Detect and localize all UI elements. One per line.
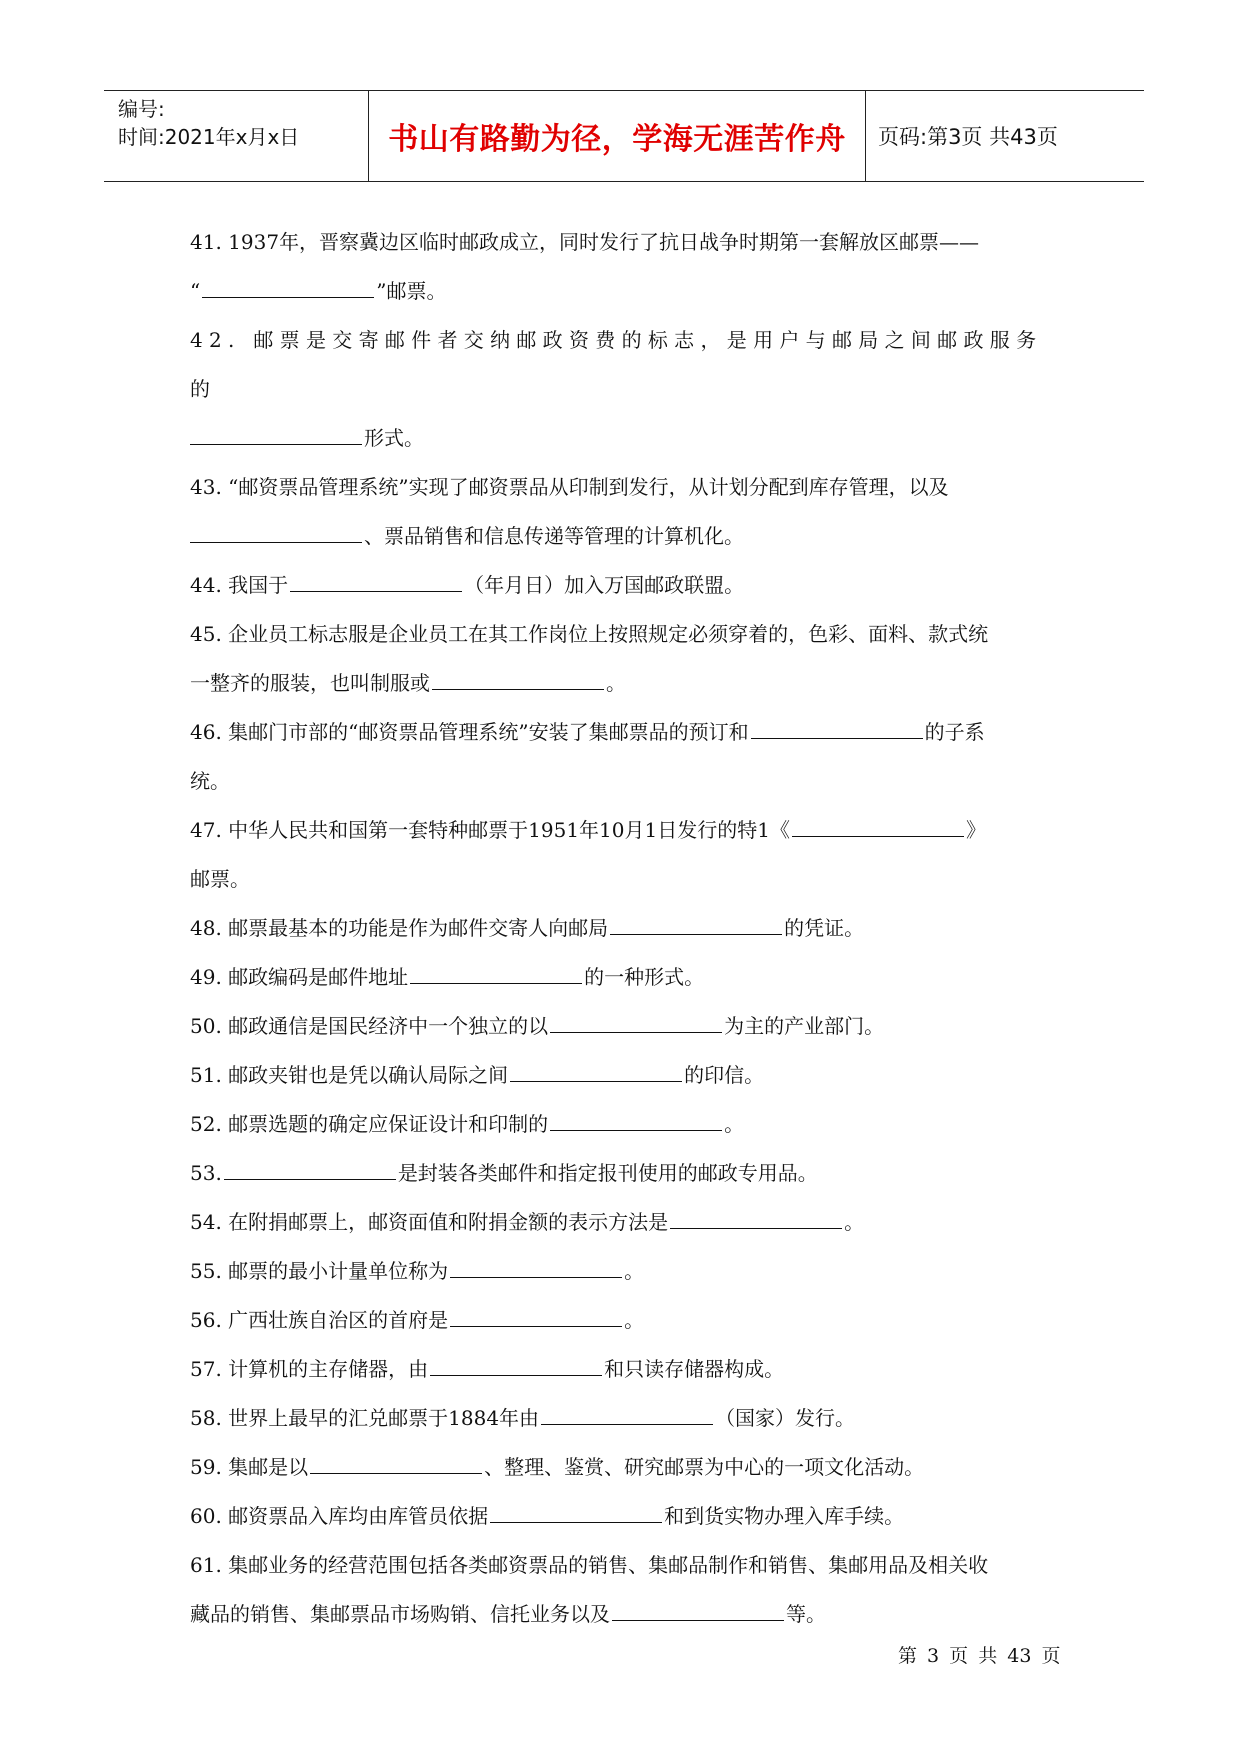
question-list bbox=[190, 218, 1062, 1639]
answer-blank bbox=[550, 1031, 722, 1033]
question-58: 58. 世界上最早的汇兑邮票于1884年由 （国家）发行。 bbox=[190, 1406, 856, 1430]
question-61: 61. 集邮业务的经营范围包括各类邮资票品的销售、集邮品制作和销售、集邮用品及相关收 bbox=[190, 1553, 989, 1577]
answer-blank bbox=[224, 1178, 396, 1180]
header-page-info: 页码:第3页 共43页 bbox=[878, 125, 1058, 149]
question-50: 50. 邮政通信是国民经济中一个独立的以 为主的产业部门。 bbox=[190, 1014, 885, 1038]
question-54: 54. 在附捐邮票上，邮资面值和附捐金额的表示方法是 。 bbox=[190, 1210, 865, 1234]
question-46-cont: 统。 bbox=[190, 769, 230, 793]
question-45: 45. 企业员工标志服是企业员工在其工作岗位上按照规定必须穿着的，色彩、面料、款式统 bbox=[190, 622, 989, 646]
question-60: 60. 邮资票品入库均由库管员依据 和到货实物办理入库手续。 bbox=[190, 1504, 905, 1528]
question-61-cont: 藏品的销售、集邮票品市场购销、信托业务以及 等。 bbox=[190, 1602, 826, 1626]
header-left-cell bbox=[104, 91, 369, 181]
question-49: 49. 邮政编码是邮件地址 的一种形式。 bbox=[190, 965, 705, 989]
answer-blank bbox=[290, 590, 462, 592]
serial-number-label: 编号: bbox=[118, 97, 165, 121]
question-52: 52. 邮票选题的确定应保证设计和印制的 。 bbox=[190, 1112, 745, 1136]
question-41-cont: “ ”邮票。 bbox=[190, 279, 447, 303]
question-47-cont: 邮票。 bbox=[190, 867, 250, 891]
header-motto: 书山有路勤为径，学海无涯苦作舟 bbox=[369, 91, 866, 181]
question-55: 55. 邮票的最小计量单位称为 。 bbox=[190, 1259, 645, 1283]
question-42: 42. 邮票是交寄邮件者交纳邮政资费的标志，是用户与邮局之间邮政服务的 bbox=[190, 328, 1043, 401]
answer-blank bbox=[550, 1129, 722, 1131]
question-46: 46. 集邮门市部的“邮资票品管理系统”安装了集邮票品的预订和 的子系 bbox=[190, 720, 985, 744]
answer-blank bbox=[190, 443, 362, 445]
question-59: 59. 集邮是以 、整理、鉴赏、研究邮票为中心的一项文化活动。 bbox=[190, 1455, 925, 1479]
answer-blank bbox=[792, 835, 964, 837]
answer-blank bbox=[310, 1472, 482, 1474]
answer-blank bbox=[751, 737, 923, 739]
question-47: 47. 中华人民共和国第一套特种邮票于1951年10月1日发行的特1《 》 bbox=[190, 818, 986, 842]
answer-blank bbox=[190, 541, 362, 543]
answer-blank bbox=[510, 1080, 682, 1082]
page-header bbox=[104, 90, 1144, 182]
answer-blank bbox=[610, 933, 782, 935]
answer-blank bbox=[202, 296, 374, 298]
page-footer: 第 3 页 共 43 页 bbox=[898, 1645, 1061, 1667]
question-44: 44. 我国于 （年月日）加入万国邮政联盟。 bbox=[190, 573, 745, 597]
question-42-cont: 形式。 bbox=[190, 414, 1062, 463]
question-57: 57. 计算机的主存储器，由 和只读存储器构成。 bbox=[190, 1357, 785, 1381]
time-label: 时间:2021年x月x日 bbox=[118, 125, 300, 149]
question-56: 56. 广西壮族自治区的首府是 。 bbox=[190, 1308, 645, 1332]
question-48: 48. 邮票最基本的功能是作为邮件交寄人向邮局 的凭证。 bbox=[190, 916, 865, 940]
answer-blank bbox=[670, 1227, 842, 1229]
answer-blank bbox=[410, 982, 582, 984]
answer-blank bbox=[541, 1423, 713, 1425]
question-51: 51. 邮政夹钳也是凭以确认局际之间 的印信。 bbox=[190, 1063, 765, 1087]
question-43: 43. “邮资票品管理系统”实现了邮资票品从印制到发行，从计划分配到库存管理，以及 bbox=[190, 475, 949, 499]
question-43-cont: 、票品销售和信息传递等管理的计算机化。 bbox=[190, 512, 1062, 561]
question-41: 41. 1937年，晋察冀边区临时邮政成立，同时发行了抗日战争时期第一套解放区邮票—— bbox=[190, 230, 980, 254]
answer-blank bbox=[450, 1325, 622, 1327]
answer-blank bbox=[490, 1521, 662, 1523]
question-45-cont: 一整齐的服装，也叫制服或 。 bbox=[190, 671, 626, 695]
answer-blank bbox=[612, 1619, 784, 1621]
answer-blank bbox=[430, 1374, 602, 1376]
answer-blank bbox=[450, 1276, 622, 1278]
answer-blank bbox=[432, 688, 604, 690]
question-53: 53. 是封装各类邮件和指定报刊使用的邮政专用品。 bbox=[190, 1161, 818, 1185]
